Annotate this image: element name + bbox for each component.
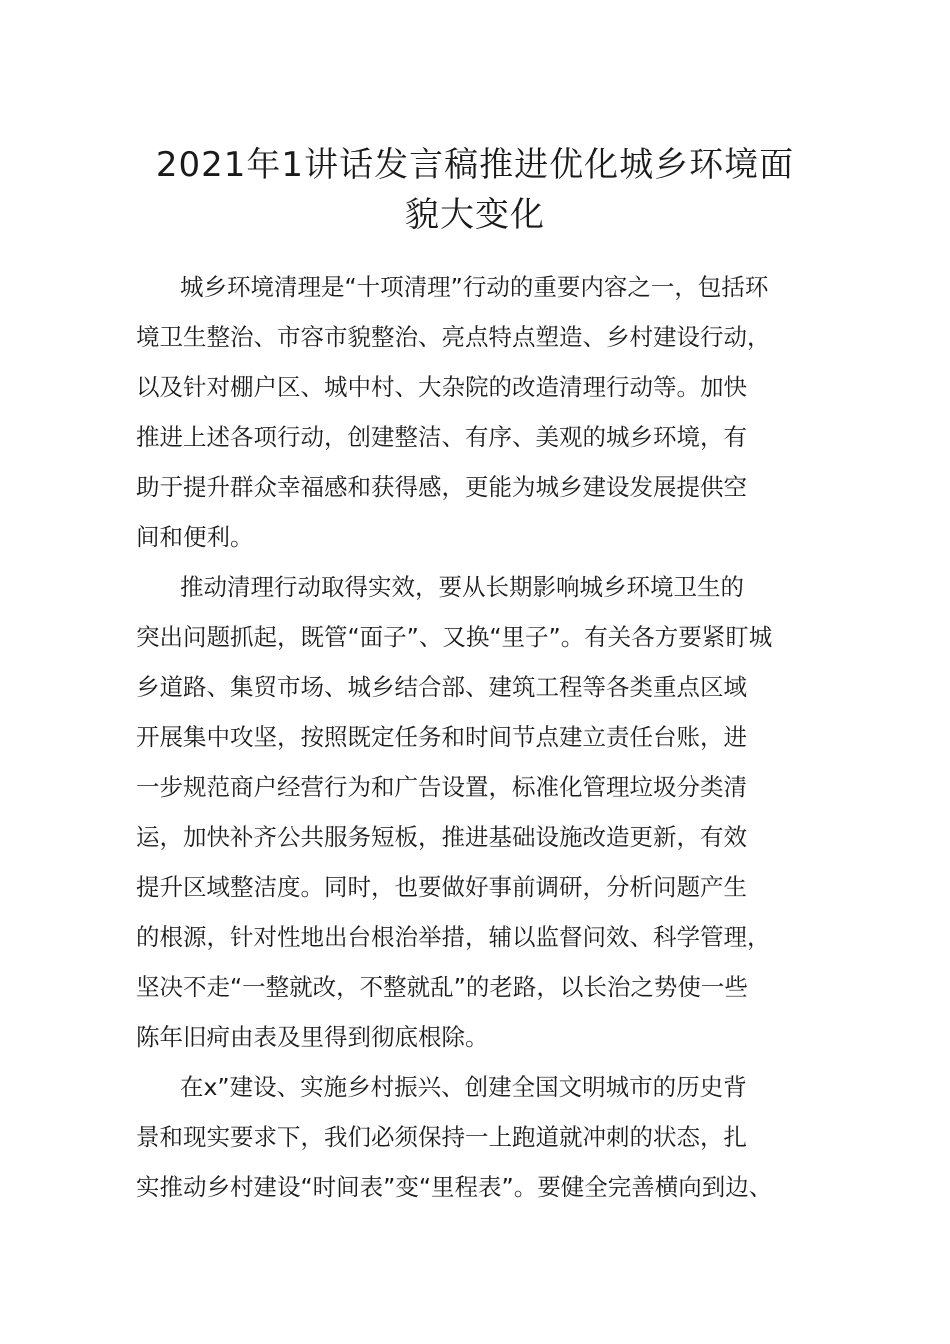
text-line: 推动清理行动取得实效，要从长期影响城乡环境卫生的 (180, 573, 744, 601)
text-line: 运，加快补齐公共服务短板，推进基础设施改造更新，有效 (136, 823, 747, 851)
text-line: 以及针对棚户区、城中村、大杂院的改造清理行动等。加快 (136, 373, 747, 401)
text-line: 间和便利。 (136, 523, 254, 551)
text-line: 坚决不走“一整就改，不整就乱”的老路，以长治之势使一些 (136, 973, 748, 1001)
title-line: 貌大变化 (405, 195, 545, 235)
paragraph-3 (136, 1062, 826, 1212)
text-line: 景和现实要求下，我们必须保持一上跑道就冲刺的状态，扎 (136, 1123, 747, 1151)
paragraph-1 (136, 262, 826, 562)
text-line: 开展集中攻坚，按照既定任务和时间节点建立责任台账，进 (136, 723, 747, 751)
text-line: 突出问题抓起，既管“面子”、又换“里子”。有关各方要紧盯城 (136, 623, 773, 651)
text-line: 实推动乡村建设“时间表”变“里程表”。要健全完善横向到边、 (136, 1173, 773, 1201)
paragraph-2 (136, 562, 826, 1062)
text-line: 的根源，针对性地出台根治举措，辅以监督问效、科学管理， (136, 923, 771, 951)
document-title (130, 140, 820, 240)
text-line: 助于提升群众幸福感和获得感，更能为城乡建设发展提供空 (136, 473, 747, 501)
text-line: 在x”建设、实施乡村振兴、创建全国文明城市的历史背 (180, 1073, 747, 1101)
text-line: 一步规范商户经营行为和广告设置，标准化管理垃圾分类清 (136, 773, 747, 801)
text-line: 乡道路、集贸市场、城乡结合部、建筑工程等各类重点区域 (136, 673, 747, 701)
document-body (136, 262, 826, 1212)
text-line: 提升区域整洁度。同时，也要做好事前调研，分析问题产生 (136, 873, 747, 901)
text-line: 推进上述各项行动，创建整洁、有序、美观的城乡环境，有 (136, 423, 747, 451)
title-line: 2021年1讲话发言稿推进优化城乡环境面 (155, 145, 795, 185)
text-line: 境卫生整治、市容市貌整治、亮点特点塑造、乡村建设行动， (136, 323, 771, 351)
text-line: 陈年旧疴由表及里得到彻底根除。 (136, 1023, 489, 1051)
text-line: 城乡环境清理是“十项清理”行动的重要内容之一，包括环 (180, 273, 769, 301)
